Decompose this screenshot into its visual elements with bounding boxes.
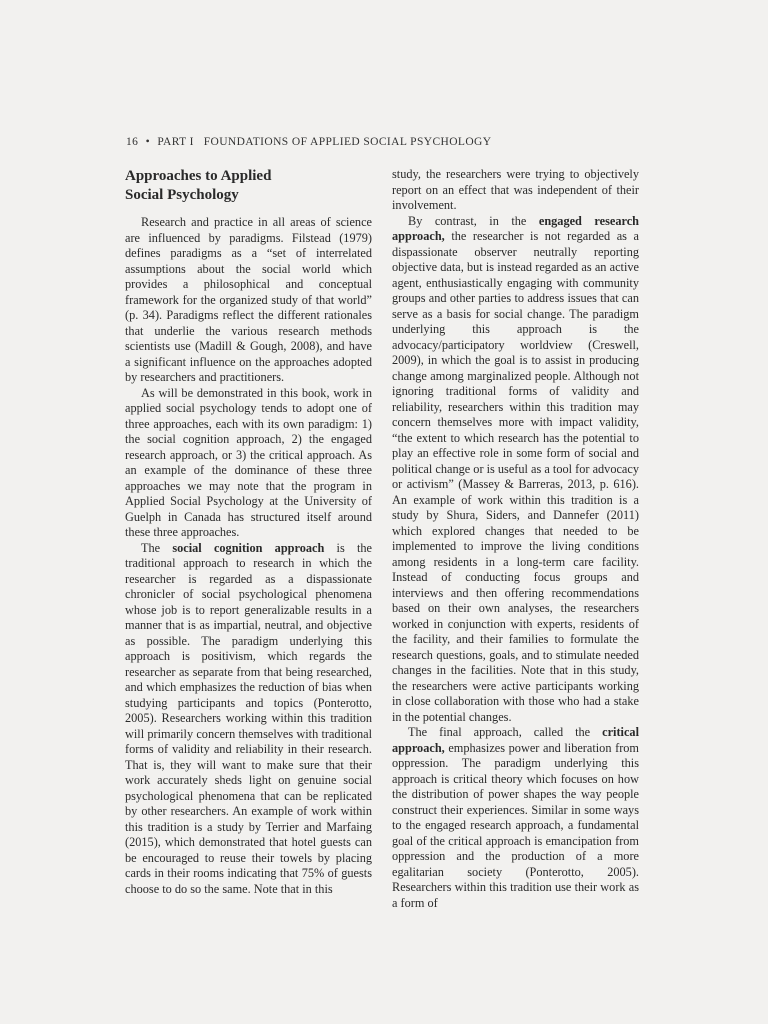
bullet-separator: • bbox=[145, 136, 151, 148]
paragraph-text: The bbox=[141, 540, 173, 555]
paragraph-text: emphasizes power and liberation from oppression. The paradigm underlying this approach is critical theory which focuses on how the distribution of power shapes the way people construct their experiences. Similar in some ways to the engaged research approach, a fundamental goal of the critical approach is emancipation from oppression and the production of a more egalitarian society (Ponterotto, 2005). Researchers within this tradition use their work as a form of bbox=[392, 740, 639, 910]
paragraph-paradigms: Research and practice in all areas of science are influenced by paradigms. Filstead (1979) defines paradigms as a “set of interrelated assumptions about the social world which provides a philosophical and conceptual framework for the organized study of that world” (p. 34). Paradigms reflect the different rationales that underlie the various research methods scientists use (Madill & Gough, 2008), and have a significant influence on the approaches adopted by researchers and practitioners. bbox=[125, 215, 372, 384]
paragraph-text: The final approach, called the bbox=[408, 725, 603, 739]
key-term-critical-approach: critical approach, bbox=[392, 725, 639, 755]
key-term-social-cognition: social cognition approach bbox=[172, 540, 325, 555]
paragraph-engaged-research bbox=[392, 214, 639, 726]
paragraph-text: By contrast, in the bbox=[408, 213, 539, 228]
left-column bbox=[125, 167, 372, 897]
paragraph-critical-approach bbox=[392, 725, 639, 911]
right-column bbox=[392, 167, 639, 911]
section-heading bbox=[125, 167, 372, 205]
key-term-engaged-research: engaged research approach, bbox=[392, 213, 639, 243]
book-section-title: FOUNDATIONS OF APPLIED SOCIAL PSYCHOLOGY bbox=[203, 136, 492, 148]
paragraph-continuation: study, the researchers were trying to objectively report on an effect that was independent of their involvement. bbox=[392, 167, 639, 212]
section-heading-line-1: Approaches to Applied bbox=[125, 168, 272, 184]
paragraph-three-approaches: As will be demonstrated in this book, work in applied social psychology tends to adopt one of three approaches, each with its own paradigm: 1) the social cognition approach, 2) the engaged research approach, or 3) the critical approach. As an example of the dominance of these three approaches we may note that the program in Applied Social Psychology at the University of Guelph in Canada has structured itself around these three approaches. bbox=[125, 385, 372, 539]
paragraph-social-cognition bbox=[125, 541, 372, 898]
paragraph-text: the researcher is not regarded as a dispassionate observer neutrally reporting objective data, but is instead regarded as an active agent, enthusiastically engaging with community groups and other parties to address issues that can serve as a basis for social change. The paradigm underlying this approach is the advocacy/participatory worldview (Creswell, 2009), in which the goal is to assist in producing change among marginalized people. Although not ignoring traditional forms of validity and reliability, researchers within this tradition may concern themselves more with impact validity, “the extent to which research has the potential to play an effective role in some form of social and political change or is useful as a tool for advocacy or activism” (Massey & Barreras, 2013, p. 616). An example of work within this tradition is a study by Shura, Siders, and Dannefer (2011) which explored changes that needed to be implemented to improve the living conditions among residents in a long-term care facility. Instead of conducting focus groups and interviews and then offering recommendations based on their own analyses, the researchers worked in conjunction with experts, residents of the facility, and their families to formulate the research questions, goals, and to stimulate needed changes in the facilities. Note that in this study, the researchers were active participants working in close collaboration with those who had a stake in the potential changes. bbox=[392, 229, 639, 724]
paragraph-text: is the traditional approach to research in which the researcher is regarded as a dispassionate chronicler of social psychological phenomena whose job is to report generalizable results in a manner that is as impartial, neutral, and objective as possible. The paradigm underlying this approach is positivism, which regards the researcher as separate from that being researched, and which emphasizes the reduction of bias when studying participants and topics (Ponterotto, 2005). Researchers working within this tradition will primarily concern themselves with traditional forms of validity and reliability in their research. That is, they will want to make sure that their work accurately sheds light on genuine social psychological phenomena that can be replicated by other researchers. An example of work within this tradition is a study by Terrier and Marfaing (2015), which demonstrated that hotel guests can be encouraged to reuse their towels by placing cards in their rooms indicating that 75% of guests choose to do so the same. Note that in this bbox=[125, 540, 372, 896]
section-heading-line-2: Social Psychology bbox=[125, 187, 239, 203]
page-number: 16 bbox=[126, 136, 139, 148]
part-label: PART I bbox=[157, 136, 194, 148]
running-head bbox=[126, 136, 491, 148]
